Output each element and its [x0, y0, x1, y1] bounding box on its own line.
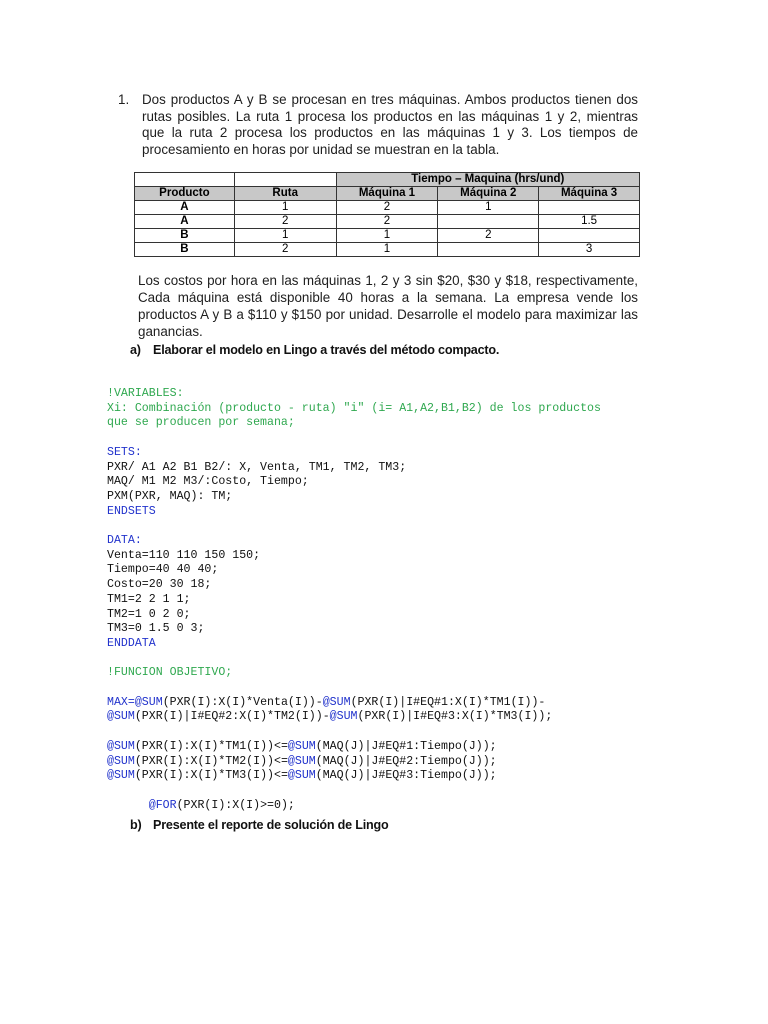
table-cell: 1	[336, 229, 438, 243]
group-header-cell: Tiempo – Maquina (hrs/und)	[336, 173, 639, 187]
code-line: (PXR(I):X(I)*Venta(I))-	[162, 695, 323, 709]
code-comment: !FUNCION OBJETIVO;	[107, 666, 233, 680]
table-cell: 2	[234, 243, 336, 257]
code-line: (PXR(I)|I#EQ#3:X(I)*TM3(I));	[357, 710, 553, 724]
problem-text: Dos productos A y B se procesan en tres máquinas. Ambos productos tienen dos rutas posibles. La ruta 1 procesa los productos en las máquinas 1 y 2, mientras que la ruta 2 procesa los productos en las máquinas 1 y 3. Los tiempos de procesamiento en horas por unidad se muestran en la tabla.	[142, 92, 638, 157]
code-comment: que se producen por semana;	[107, 416, 295, 430]
code-line: (PXR(I):X(I)*TM3(I))<=	[134, 769, 288, 783]
table-cell: 2	[234, 215, 336, 229]
code-line: Venta=110 110 150 150;	[107, 548, 261, 562]
code-line: (MAQ(J)|J#EQ#2:Tiempo(J));	[315, 754, 497, 768]
header-cell: Máquina 2	[438, 187, 539, 201]
code-keyword: @SUM	[287, 769, 316, 783]
code-comment: Xi: Combinación (producto - ruta) "i" (i= A1,A2,B1,B2) de los productos	[107, 401, 601, 415]
code-line: MAQ/ M1 M2 M3/:Costo, Tiempo;	[107, 475, 309, 489]
question-b-text: Presente el reporte de solución de Lingo	[153, 818, 389, 832]
table-row	[135, 215, 640, 229]
code-line: (PXR(I):X(I)>=0);	[176, 798, 295, 812]
table-cell: 1.5	[539, 215, 640, 229]
code-keyword: @SUM	[107, 769, 135, 783]
table-cell: 2	[438, 229, 539, 243]
table-cell: 1	[438, 201, 539, 215]
table-cell: 1	[234, 201, 336, 215]
code-line: TM3=0 1.5 0 3;	[107, 622, 205, 636]
problem-number: 1.	[118, 92, 130, 107]
code-keyword: @SUM	[134, 695, 163, 709]
code-line: PXM(PXR, MAQ): TM;	[107, 489, 233, 503]
table-cell: 2	[336, 215, 438, 229]
table-cell: 1	[234, 229, 336, 243]
table-cell: A	[135, 215, 235, 229]
code-keyword: @SUM	[287, 754, 316, 768]
table-cell	[438, 215, 539, 229]
table-cell	[539, 201, 640, 215]
code-keyword: ENDDATA	[107, 636, 156, 650]
table-cell: 3	[539, 243, 640, 257]
table-header-row	[135, 187, 640, 201]
question-a-text: Elaborar el modelo en Lingo a través del método compacto.	[153, 343, 500, 357]
table-row	[135, 243, 640, 257]
code-line: (PXR(I)|I#EQ#2:X(I)*TM2(I))-	[134, 710, 330, 724]
code-line: (PXR(I):X(I)*TM1(I))<=	[134, 739, 288, 753]
code-comment: !VARIABLES:	[107, 387, 184, 400]
table-cell	[539, 229, 640, 243]
lingo-code-block	[107, 387, 601, 813]
code-keyword: @SUM	[322, 695, 351, 709]
table-cell: 1	[336, 243, 438, 257]
code-line: (PXR(I):X(I)*TM2(I))<=	[134, 754, 288, 768]
table-cell: A	[135, 201, 235, 215]
costs-paragraph: Los costos por hora en las máquinas 1, 2 y 3 sin $20, $30 y $18, respectivamente, Cada máquina está disponible 40 horas a la semana. La empresa vende los productos A y B a $110 y $150 por unidad. Desarrolle el modelo para maximizar las ganancias.	[138, 273, 638, 339]
question-b-label: b)	[130, 818, 142, 832]
header-cell: Producto	[135, 187, 235, 201]
table-cell: 2	[336, 201, 438, 215]
code-keyword: SETS:	[107, 445, 142, 459]
code-keyword: @SUM	[107, 710, 135, 724]
code-line: PXR/ A1 A2 B1 B2/: X, Venta, TM1, TM2, TM3;	[107, 460, 407, 474]
table-cell	[438, 243, 539, 257]
question-b	[130, 818, 389, 832]
processing-times-table	[134, 172, 640, 257]
code-line: (PXR(I)|I#EQ#1:X(I)*TM1(I))-	[350, 695, 546, 709]
code-keyword: DATA:	[107, 534, 142, 548]
question-a	[130, 343, 499, 357]
header-cell: Ruta	[234, 187, 336, 201]
code-line: (MAQ(J)|J#EQ#1:Tiempo(J));	[315, 739, 497, 753]
code-keyword: ENDSETS	[107, 504, 156, 518]
code-line: TM1=2 2 1 1;	[107, 592, 191, 606]
header-cell: Máquina 1	[336, 187, 438, 201]
code-keyword: MAX=	[107, 695, 135, 709]
table-group-header-row	[135, 173, 640, 187]
code-line: Costo=20 30 18;	[107, 578, 212, 592]
table-cell: B	[135, 229, 235, 243]
table-row	[135, 229, 640, 243]
problem-statement	[118, 92, 638, 158]
code-line: Tiempo=40 40 40;	[107, 563, 219, 577]
code-keyword: @SUM	[107, 739, 135, 753]
table-cell: B	[135, 243, 235, 257]
question-a-label: a)	[130, 343, 141, 357]
header-cell: Máquina 3	[539, 187, 640, 201]
code-keyword: @SUM	[329, 710, 358, 724]
table-row	[135, 201, 640, 215]
code-line: (MAQ(J)|J#EQ#3:Tiempo(J));	[315, 769, 497, 783]
code-keyword: @SUM	[287, 739, 316, 753]
code-keyword: @FOR	[148, 798, 177, 812]
code-keyword: @SUM	[107, 754, 135, 768]
code-line: TM2=1 0 2 0;	[107, 607, 191, 621]
